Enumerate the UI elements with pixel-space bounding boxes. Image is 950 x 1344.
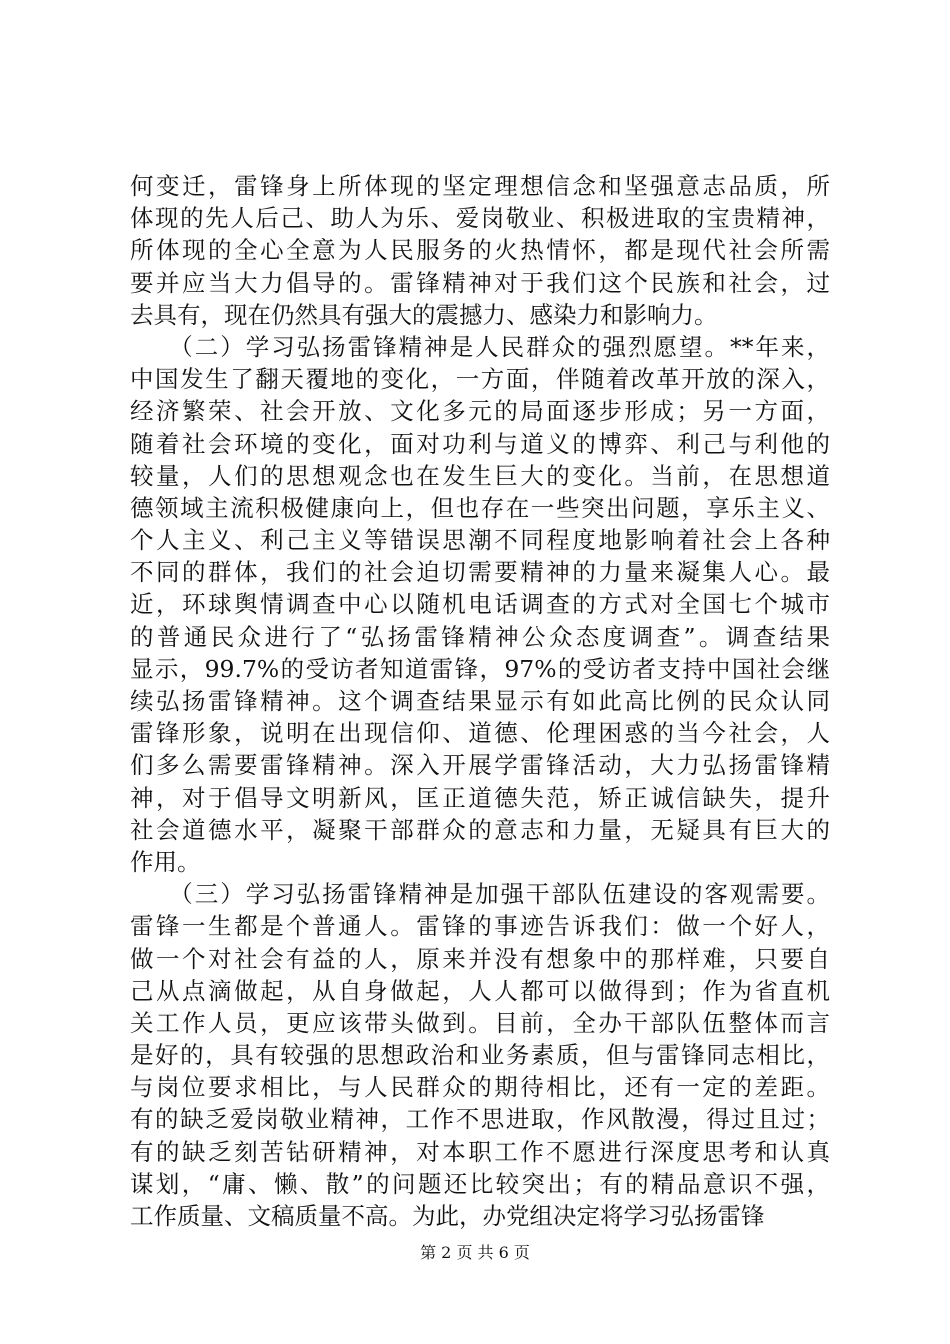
text-line: （二）学习弘扬雷锋精神是人民群众的强烈愿望。**年来， <box>130 332 830 361</box>
text-line: 神，对于倡导文明新风，匡正道德失范，矫正诚信缺失，提升 <box>130 783 830 812</box>
paragraph <box>130 331 830 878</box>
text-line: 谋划，“庸、懒、散”的问题还比较突出；有的精品意识不强， <box>130 1169 830 1198</box>
text-line: 续弘扬雷锋精神。这个调查结果显示有如此高比例的民众认同 <box>130 687 830 715</box>
text-line: 显示，99.7%的受访者知道雷锋，97%的受访者支持中国社会继 <box>130 654 830 683</box>
page-footer: 第 2 页 共 6 页 <box>420 1243 530 1262</box>
text-line: 社会道德水平，凝聚干部群众的意志和力量，无疑具有巨大的 <box>130 815 830 844</box>
paragraph <box>130 878 830 1232</box>
text-line: 中国发生了翻天覆地的变化，一方面，伴随着改革开放的深入， <box>130 365 830 394</box>
text-line: 个人主义、利己主义等错误思潮不同程度地影响着社会上各种 <box>130 526 830 555</box>
text-line: 作用。 <box>130 847 201 876</box>
document-body <box>130 170 830 1232</box>
text-line: 雷锋形象，说明在出现信仰、道德、伦理困惑的当今社会，人 <box>130 719 830 748</box>
text-line: 的普通民众进行了“弘扬雷锋精神公众态度调查”。调查结果 <box>130 622 830 651</box>
text-line: 雷锋一生都是个普通人。雷锋的事迹告诉我们：做一个好人， <box>130 912 830 941</box>
text-line: （三）学习弘扬雷锋精神是加强干部队伍建设的客观需要。 <box>130 880 830 909</box>
text-line: 工作质量、文稿质量不高。为此，办党组决定将学习弘扬雷锋 <box>130 1202 765 1230</box>
text-line: 己从点滴做起，从自身做起，人人都可以做得到；作为省直机 <box>130 976 830 1005</box>
text-line: 何变迁，雷锋身上所体现的坚定理想信念和坚强意志品质，所 <box>130 172 830 200</box>
text-line: 随着社会环境的变化，面对功利与道义的博弈、利己与利他的 <box>130 429 830 458</box>
text-line: 较量，人们的思想观念也在发生巨大的变化。当前，在思想道 <box>130 461 830 490</box>
text-line: 关工作人员，更应该带头做到。目前，全办干部队伍整体而言 <box>130 1008 830 1037</box>
text-line: 经济繁荣、社会开放、文化多元的局面逐步形成；另一方面， <box>130 397 830 426</box>
paragraph <box>130 170 830 331</box>
text-line: 德领域主流积极健康向上，但也存在一些突出问题，享乐主义、 <box>130 493 830 522</box>
text-line: 体现的先人后己、助人为乐、爱岗敬业、积极进取的宝贵精神， <box>130 204 830 233</box>
text-line: 们多么需要雷锋精神。深入开展学雷锋活动，大力弘扬雷锋精 <box>130 751 830 780</box>
text-line: 与岗位要求相比，与人民群众的期待相比，还有一定的差距。 <box>130 1073 830 1102</box>
text-line: 去具有，现在仍然具有强大的震撼力、感染力和影响力。 <box>130 300 718 329</box>
text-line: 要并应当大力倡导的。雷锋精神对于我们这个民族和社会，过 <box>130 268 830 297</box>
text-line: 有的缺乏刻苦钻研精神，对本职工作不愿进行深度思考和认真 <box>130 1137 830 1166</box>
text-line: 做一个对社会有益的人，原来并没有想象中的那样难，只要自 <box>130 944 830 973</box>
text-line: 有的缺乏爱岗敬业精神，工作不思进取，作风散漫，得过且过； <box>130 1105 830 1134</box>
text-line: 近，环球舆情调查中心以随机电话调查的方式对全国七个城市 <box>130 590 830 619</box>
text-line: 所体现的全心全意为人民服务的火热情怀，都是现代社会所需 <box>130 236 830 265</box>
text-line: 是好的，具有较强的思想政治和业务素质，但与雷锋同志相比， <box>130 1041 830 1070</box>
text-line: 不同的群体，我们的社会迫切需要精神的力量来凝集人心。最 <box>130 558 830 587</box>
